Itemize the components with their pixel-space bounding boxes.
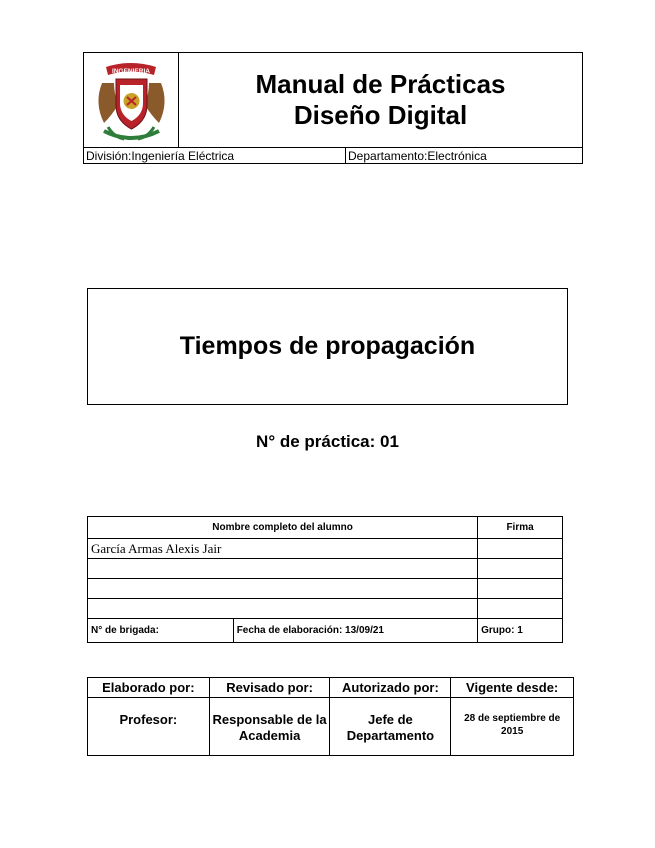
manual-title — [179, 53, 582, 147]
reviewed-by-header: Revisado por: — [209, 678, 330, 698]
student-table — [87, 516, 563, 643]
table-row — [88, 599, 563, 619]
valid-from-header: Vigente desde: — [451, 678, 574, 698]
student-name-cell — [88, 579, 478, 599]
practice-number — [0, 432, 655, 452]
name-column-header: Nombre completo del alumno — [88, 517, 478, 539]
practice-title-box — [87, 288, 568, 405]
valid-from-value: 28 de septiembre de 2015 — [451, 698, 574, 756]
signature-cell — [478, 539, 563, 559]
signature-cell — [478, 579, 563, 599]
table-header-row — [88, 517, 563, 539]
brigade-label: N° de brigada: — [88, 619, 234, 643]
student-name-cell — [88, 559, 478, 579]
prepared-by-header: Elaborado por: — [88, 678, 210, 698]
table-row — [88, 539, 563, 559]
faculty-logo — [84, 53, 179, 147]
signature-cell — [478, 559, 563, 579]
authorized-by-value: Jefe de Departamento — [330, 698, 451, 756]
header-meta-row — [84, 147, 582, 163]
table-footer-row — [88, 619, 563, 643]
department-label: Departamento:Electrónica — [348, 149, 487, 163]
table-row — [88, 559, 563, 579]
approval-table — [87, 677, 574, 756]
division-label: División:Ingeniería Eléctrica — [84, 148, 346, 164]
student-name-cell: García Armas Alexis Jair — [88, 539, 478, 559]
practice-title: Tiempos de propagación — [179, 332, 476, 360]
reviewed-by-value: Responsable de la Academia — [209, 698, 330, 756]
approval-header-row — [88, 678, 574, 698]
practice-number-label: N° de práctica: — [256, 432, 376, 451]
svg-text:INGENIERIA: INGENIERIA — [112, 68, 150, 75]
date-label: Fecha de elaboración: 13/09/21 — [233, 619, 477, 643]
document-header — [83, 52, 583, 164]
prepared-by-value: Profesor: — [88, 698, 210, 756]
logo-cell — [84, 53, 179, 147]
signature-cell — [478, 599, 563, 619]
table-row — [88, 579, 563, 599]
authorized-by-header: Autorizado por: — [330, 678, 451, 698]
manual-title-line1: Manual de Prácticas — [255, 69, 506, 99]
student-name-cell — [88, 599, 478, 619]
approval-values-row — [88, 698, 574, 756]
signature-column-header: Firma — [478, 517, 563, 539]
practice-number-value: 01 — [380, 432, 399, 451]
manual-title-line2: Diseño Digital — [293, 100, 468, 130]
group-label: Grupo: 1 — [478, 619, 563, 643]
